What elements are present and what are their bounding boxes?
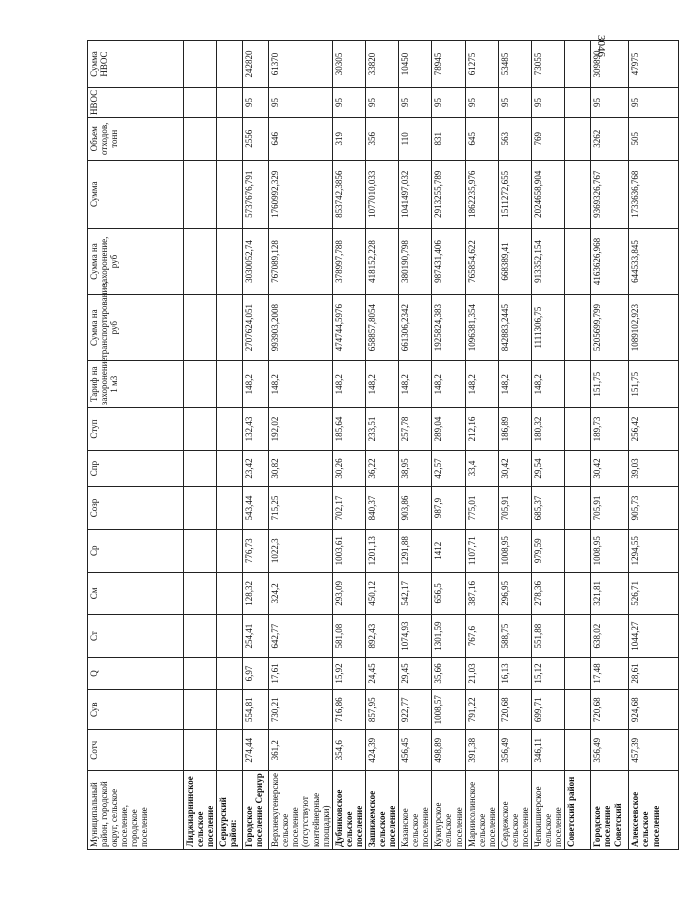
table-cell: 380190,798 [399, 228, 432, 294]
table-cell [217, 408, 243, 451]
table-cell [565, 160, 591, 228]
table-cell [184, 450, 217, 486]
table-cell: 354,6 [332, 730, 365, 771]
municipality-name-cell: Городское поселение Советский [591, 771, 629, 850]
municipality-name-cell: Алексеевское сельское поселение [629, 771, 679, 850]
table-cell [217, 572, 243, 615]
table-cell: 30,82 [269, 450, 332, 486]
table-cell: 148,2 [399, 361, 432, 408]
table-cell [184, 689, 217, 730]
table-cell: 668389,41 [498, 228, 531, 294]
table-cell [184, 487, 217, 530]
table-cell: 903,86 [399, 487, 432, 530]
table-cell [217, 361, 243, 408]
table-cell [565, 487, 591, 530]
table-cell: 831 [432, 117, 465, 160]
table-cell: 1077010,033 [365, 160, 398, 228]
table-cell: 296,95 [498, 572, 531, 615]
table-cell: 39,03 [629, 450, 679, 486]
table-cell: 378997,788 [332, 228, 365, 294]
table-cell: 17,61 [269, 657, 332, 689]
table-cell: 128,32 [243, 572, 269, 615]
table-cell: 38,95 [399, 450, 432, 486]
table-cell: 979,59 [532, 529, 565, 572]
table-cell: 1008,95 [591, 529, 629, 572]
table-row [465, 41, 498, 850]
table-cell: 993903,2008 [269, 295, 332, 361]
table-cell: 47975 [629, 41, 679, 88]
table-cell: 1733636,768 [629, 160, 679, 228]
table-cell [565, 450, 591, 486]
table-cell: 924,68 [629, 689, 679, 730]
table-cell: 356,49 [591, 730, 629, 771]
municipality-name-cell: Зашижемское сельское поселение [365, 771, 398, 850]
table-cell: 95 [399, 88, 432, 118]
municipality-name-cell: Лиджиарнинское сельское поселение [184, 771, 217, 850]
table-cell: 274,44 [243, 730, 269, 771]
table-cell: 922,77 [399, 689, 432, 730]
table-cell: 3030052,74 [243, 228, 269, 294]
table-cell [565, 572, 591, 615]
table-cell: 588,75 [498, 615, 531, 658]
table-cell: 581,08 [332, 615, 365, 658]
table-cell: 15,12 [532, 657, 565, 689]
table-cell: 23,42 [243, 450, 269, 486]
table-cell: 110 [399, 117, 432, 160]
table-cell [217, 615, 243, 658]
table-cell: 646 [269, 117, 332, 160]
table-cell [184, 117, 217, 160]
table-cell: 2913255,789 [432, 160, 465, 228]
table-cell: 656,5 [432, 572, 465, 615]
table-cell: 257,78 [399, 408, 432, 451]
table-cell: 29,45 [399, 657, 432, 689]
table-cell: 242820 [243, 41, 269, 88]
column-header: Сумма на транспортирование, руб [88, 295, 184, 361]
table-cell: 554,81 [243, 689, 269, 730]
table-cell: 30,42 [498, 450, 531, 486]
table-cell: 95 [629, 88, 679, 118]
table-cell: 730,21 [269, 689, 332, 730]
table-cell: 185,64 [332, 408, 365, 451]
table-cell: 148,2 [432, 361, 465, 408]
table-cell [217, 450, 243, 486]
table-cell: 35,66 [432, 657, 465, 689]
table-cell: 186,89 [498, 408, 531, 451]
table-cell: 685,37 [532, 487, 565, 530]
column-header: См [88, 572, 184, 615]
column-header: Спр [88, 450, 184, 486]
table-cell: 526,71 [629, 572, 679, 615]
table-cell: 361,2 [269, 730, 332, 771]
table-cell: 2556 [243, 117, 269, 160]
table-cell: 278,36 [532, 572, 565, 615]
table-cell [184, 88, 217, 118]
table-cell: 720,68 [498, 689, 531, 730]
table-cell [565, 657, 591, 689]
table-cell: 15,92 [332, 657, 365, 689]
table-cell [184, 730, 217, 771]
table-cell: 233,51 [365, 408, 398, 451]
table-cell: 1412 [432, 529, 465, 572]
table-row [365, 41, 398, 850]
table-cell: 33820 [365, 41, 398, 88]
table-cell: 987431,406 [432, 228, 465, 294]
table-cell: 132,43 [243, 408, 269, 451]
table-cell: 1041497,032 [399, 160, 432, 228]
table-cell: 148,2 [498, 361, 531, 408]
table-cell: 189,73 [591, 408, 629, 451]
table-cell: 95 [332, 88, 365, 118]
table-cell [184, 228, 217, 294]
table-cell [217, 689, 243, 730]
table-cell [184, 657, 217, 689]
table-cell: 387,16 [465, 572, 498, 615]
table-cell: 151,75 [629, 361, 679, 408]
table-cell [217, 487, 243, 530]
municipality-name-cell: Сериурский район: [217, 771, 243, 850]
municipality-name-cell: Мариисолинское сельское поселение [465, 771, 498, 850]
table-cell: 505 [629, 117, 679, 160]
column-header: Созр [88, 487, 184, 530]
table-row [565, 41, 591, 850]
table-cell: 61370 [269, 41, 332, 88]
table-cell: 1760992,329 [269, 160, 332, 228]
table-cell: 148,2 [365, 361, 398, 408]
table-cell: 1008,57 [432, 689, 465, 730]
table-cell: 293,09 [332, 572, 365, 615]
table-cell: 4163626,968 [591, 228, 629, 294]
table-cell [184, 615, 217, 658]
column-header: Сотч [88, 730, 184, 771]
table-cell: 769 [532, 117, 565, 160]
table-cell: 53485 [498, 41, 531, 88]
table-cell: 148,2 [532, 361, 565, 408]
table-cell: 95 [269, 88, 332, 118]
column-header: Тариф на захоронение 1 м3 [88, 361, 184, 408]
table-cell [565, 88, 591, 118]
table-row [432, 41, 465, 850]
table-cell: 148,2 [465, 361, 498, 408]
table-cell: 658857,8054 [365, 295, 398, 361]
table-cell [217, 228, 243, 294]
table-cell: 905,73 [629, 487, 679, 530]
table-cell: 775,01 [465, 487, 498, 530]
table-cell: 842883,2445 [498, 295, 531, 361]
table-cell [184, 361, 217, 408]
table-cell: 356,49 [498, 730, 531, 771]
column-header: Ср [88, 529, 184, 572]
table-cell: 715,25 [269, 487, 332, 530]
table-body [184, 41, 679, 850]
municipality-name-cell: Казанское сельское поселение [399, 771, 432, 850]
table-cell: 1107,71 [465, 529, 498, 572]
table-cell: 543,44 [243, 487, 269, 530]
table-cell: 1511272,655 [498, 160, 531, 228]
table-cell: 289,04 [432, 408, 465, 451]
table-cell: 95 [243, 88, 269, 118]
table-cell: 151,75 [591, 361, 629, 408]
table-cell: 36,22 [365, 450, 398, 486]
table-cell: 256,42 [629, 408, 679, 451]
table-cell: 716,86 [332, 689, 365, 730]
table-cell: 450,12 [365, 572, 398, 615]
table-cell [565, 41, 591, 88]
table-cell: 391,38 [465, 730, 498, 771]
table-cell: 791,22 [465, 689, 498, 730]
table-cell: 17,48 [591, 657, 629, 689]
table-cell [565, 730, 591, 771]
table-cell: 1301,59 [432, 615, 465, 658]
column-header: Объем отходов, тонн [88, 117, 184, 160]
table-cell: 9369326,767 [591, 160, 629, 228]
table-cell: 1074,93 [399, 615, 432, 658]
column-header: Q [88, 657, 184, 689]
table-cell: 1008,95 [498, 529, 531, 572]
municipality-name-cell: Дубниковское сельское поселение [332, 771, 365, 850]
table-row [591, 41, 629, 850]
table-cell: 1201,13 [365, 529, 398, 572]
table-row [532, 41, 565, 850]
table-cell [217, 657, 243, 689]
table-row [399, 41, 432, 850]
table-cell: 148,2 [332, 361, 365, 408]
table-cell: 702,17 [332, 487, 365, 530]
table-cell: 1862235,976 [465, 160, 498, 228]
table-cell: 192,02 [269, 408, 332, 451]
table-cell [565, 689, 591, 730]
table-cell: 987,9 [432, 487, 465, 530]
column-header: Муниципальный район, городской округ, сельское поселение, городское поселение [88, 771, 184, 850]
table-row [269, 41, 332, 850]
table-cell: 705,91 [591, 487, 629, 530]
table-cell [565, 408, 591, 451]
table-cell [565, 295, 591, 361]
table-cell: 16,13 [498, 657, 531, 689]
table-cell: 1003,61 [332, 529, 365, 572]
table-cell: 1044,27 [629, 615, 679, 658]
table-cell [565, 228, 591, 294]
municipality-name-cell: Городское поселение Сериур [243, 771, 269, 850]
table-cell: 892,43 [365, 615, 398, 658]
table-cell [565, 615, 591, 658]
table-cell [184, 572, 217, 615]
table-cell: 913352,154 [532, 228, 565, 294]
table-cell: 840,37 [365, 487, 398, 530]
table-cell: 424,39 [365, 730, 398, 771]
table-cell: 356 [365, 117, 398, 160]
column-header: Сумма [88, 160, 184, 228]
table-cell: 61275 [465, 41, 498, 88]
table-cell: 30,26 [332, 450, 365, 486]
municipality-name-cell: Верхнекугенерское сельское поселение (отсутствуют контейнерные площадки) [269, 771, 332, 850]
table-cell: 95 [532, 88, 565, 118]
table-cell [217, 88, 243, 118]
table-cell: 2024658,904 [532, 160, 565, 228]
table-cell: 1925824,383 [432, 295, 465, 361]
table-cell: 456,45 [399, 730, 432, 771]
table-cell: 148,2 [269, 361, 332, 408]
column-header: Сув [88, 689, 184, 730]
table-cell: 324,2 [269, 572, 332, 615]
table-cell: 563 [498, 117, 531, 160]
table-cell: 776,73 [243, 529, 269, 572]
table-cell: 3262 [591, 117, 629, 160]
table-cell: 1291,88 [399, 529, 432, 572]
table-cell: 645 [465, 117, 498, 160]
column-header: Сумма НВОС [88, 41, 184, 88]
table-cell [217, 730, 243, 771]
table-cell: 78945 [432, 41, 465, 88]
municipality-name-cell: Сердежское сельское поселение [498, 771, 531, 850]
column-header: Ст [88, 615, 184, 658]
table-cell: 212,16 [465, 408, 498, 451]
table-cell: 1089102,923 [629, 295, 679, 361]
table-cell: 33,4 [465, 450, 498, 486]
table-cell: 321,81 [591, 572, 629, 615]
table-cell: 1022,3 [269, 529, 332, 572]
table-cell: 309890 [591, 41, 629, 88]
table-cell: 254,41 [243, 615, 269, 658]
table-cell [565, 361, 591, 408]
table-cell: 5737676,791 [243, 160, 269, 228]
table-cell: 42,57 [432, 450, 465, 486]
table-cell: 638,02 [591, 615, 629, 658]
table-cell: 319 [332, 117, 365, 160]
table-cell [217, 41, 243, 88]
column-header: Сумма на захоронение, руб [88, 228, 184, 294]
table-cell: 73055 [532, 41, 565, 88]
table-cell: 2707624,051 [243, 295, 269, 361]
table-cell [217, 529, 243, 572]
table-cell [217, 160, 243, 228]
table-cell: 767,6 [465, 615, 498, 658]
table-cell: 720,68 [591, 689, 629, 730]
table-cell: 30305 [332, 41, 365, 88]
table-cell: 21,03 [465, 657, 498, 689]
table-cell: 148,2 [243, 361, 269, 408]
table-cell [184, 408, 217, 451]
table-header-row [88, 41, 184, 850]
table-cell: 474744,5976 [332, 295, 365, 361]
table-cell: 1294,55 [629, 529, 679, 572]
table-cell: 95 [365, 88, 398, 118]
table-cell [184, 529, 217, 572]
table-cell: 346,11 [532, 730, 565, 771]
table-cell [184, 295, 217, 361]
table-cell: 95 [465, 88, 498, 118]
municipality-name-cell: Кукнурское сельское поселение [432, 771, 465, 850]
municipality-name-cell: Чепкишиерское сельское поселение [532, 771, 565, 850]
table-row [243, 41, 269, 850]
table-cell [565, 117, 591, 160]
table-row [498, 41, 531, 850]
table-cell: 699,71 [532, 689, 565, 730]
table-row [629, 41, 679, 850]
table-row [332, 41, 365, 850]
table-cell: 5205699,799 [591, 295, 629, 361]
table-cell: 498,89 [432, 730, 465, 771]
table-cell: 551,88 [532, 615, 565, 658]
table-cell: 30,42 [591, 450, 629, 486]
column-header: Ступ [88, 408, 184, 451]
table-cell: 1111306,75 [532, 295, 565, 361]
table-cell: 95 [498, 88, 531, 118]
table-cell: 661306,2342 [399, 295, 432, 361]
table-cell [184, 41, 217, 88]
table-cell: 29,54 [532, 450, 565, 486]
table-cell [217, 117, 243, 160]
column-header: НВОС [88, 88, 184, 118]
table-cell: 95 [432, 88, 465, 118]
table-row [184, 41, 217, 850]
table-cell: 28,61 [629, 657, 679, 689]
page-number: 3046 [595, 35, 607, 57]
table-cell: 642,77 [269, 615, 332, 658]
table-cell: 10450 [399, 41, 432, 88]
data-table [87, 40, 679, 850]
table-cell: 767089,128 [269, 228, 332, 294]
table-cell: 542,17 [399, 572, 432, 615]
table-cell: 1096381,354 [465, 295, 498, 361]
table-cell: 857,95 [365, 689, 398, 730]
table-cell: 765854,622 [465, 228, 498, 294]
table-cell: 6,97 [243, 657, 269, 689]
table-cell: 644533,845 [629, 228, 679, 294]
table-cell [565, 529, 591, 572]
table-row [217, 41, 243, 850]
municipality-name-cell: Советский район [565, 771, 591, 850]
table-cell: 95 [591, 88, 629, 118]
table-cell [184, 160, 217, 228]
table-cell: 24,45 [365, 657, 398, 689]
table-cell [217, 295, 243, 361]
table-cell: 705,91 [498, 487, 531, 530]
table-cell: 418152,228 [365, 228, 398, 294]
table-cell: 457,39 [629, 730, 679, 771]
table-cell: 853742,3856 [332, 160, 365, 228]
table-cell: 180,32 [532, 408, 565, 451]
